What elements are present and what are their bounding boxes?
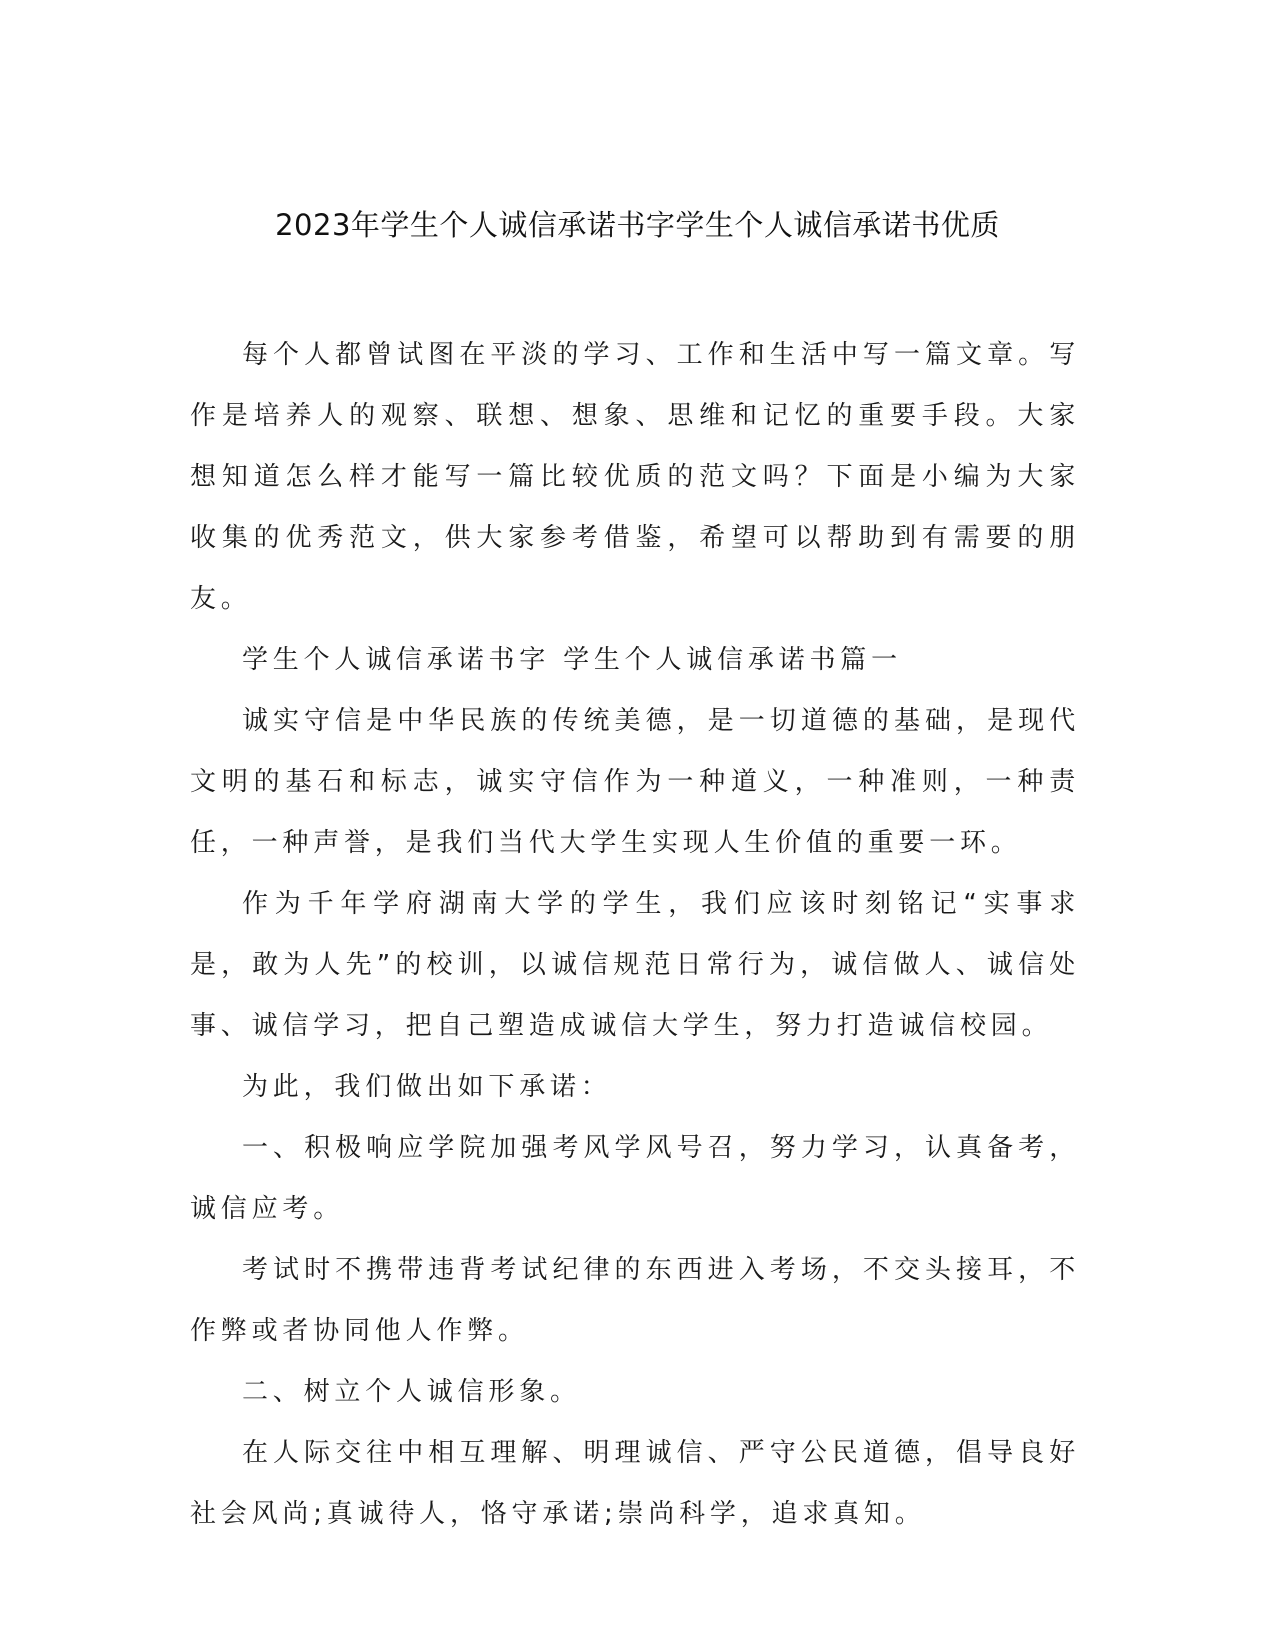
paragraph-intro: 每个人都曾试图在平淡的学习、工作和生活中写一篇文章。写作是培养人的观察、联想、想象、思维和记忆的重要手段。大家想知道怎么样才能写一篇比较优质的范文吗？下面是小编为大家收集的优秀范文，供大家参考借鉴，希望可以帮助到有需要的朋友。 — [190, 340, 1080, 614]
document-title: 2023年学生个人诚信承诺书字学生个人诚信承诺书优质 — [275, 208, 1000, 242]
document-body — [190, 325, 1080, 1545]
paragraph-honesty: 诚实守信是中华民族的传统美德，是一切道德的基础，是现代文明的基石和标志，诚实守信作为一种道义，一种准则，一种责任，一种声誉，是我们当代大学生实现人生价值的重要一环。 — [190, 706, 1080, 858]
paragraph-promise-lead: 为此，我们做出如下承诺： — [242, 1072, 612, 1102]
paragraph-section-heading: 学生个人诚信承诺书字 学生个人诚信承诺书篇一 — [242, 645, 902, 675]
paragraph-exam-rules: 考试时不携带违背考试纪律的东西进入考场，不交头接耳，不作弊或者协同他人作弊。 — [190, 1255, 1080, 1346]
paragraph-item-one: 一、积极响应学院加强考风学风号召，努力学习，认真备考，诚信应考。 — [190, 1133, 1080, 1224]
paragraph-item-two: 二、树立个人诚信形象。 — [242, 1377, 581, 1407]
paragraph-social-conduct: 在人际交往中相互理解、明理诚信、严守公民道德，倡导良好社会风尚;真诚待人，恪守承诺;崇尚科学，追求真知。 — [190, 1438, 1080, 1529]
paragraph-school-motto: 作为千年学府湖南大学的学生，我们应该时刻铭记“实事求是，敢为人先”的校训，以诚信规范日常行为，诚信做人、诚信处事、诚信学习，把自己塑造成诚信大学生，努力打造诚信校园。 — [190, 889, 1080, 1041]
